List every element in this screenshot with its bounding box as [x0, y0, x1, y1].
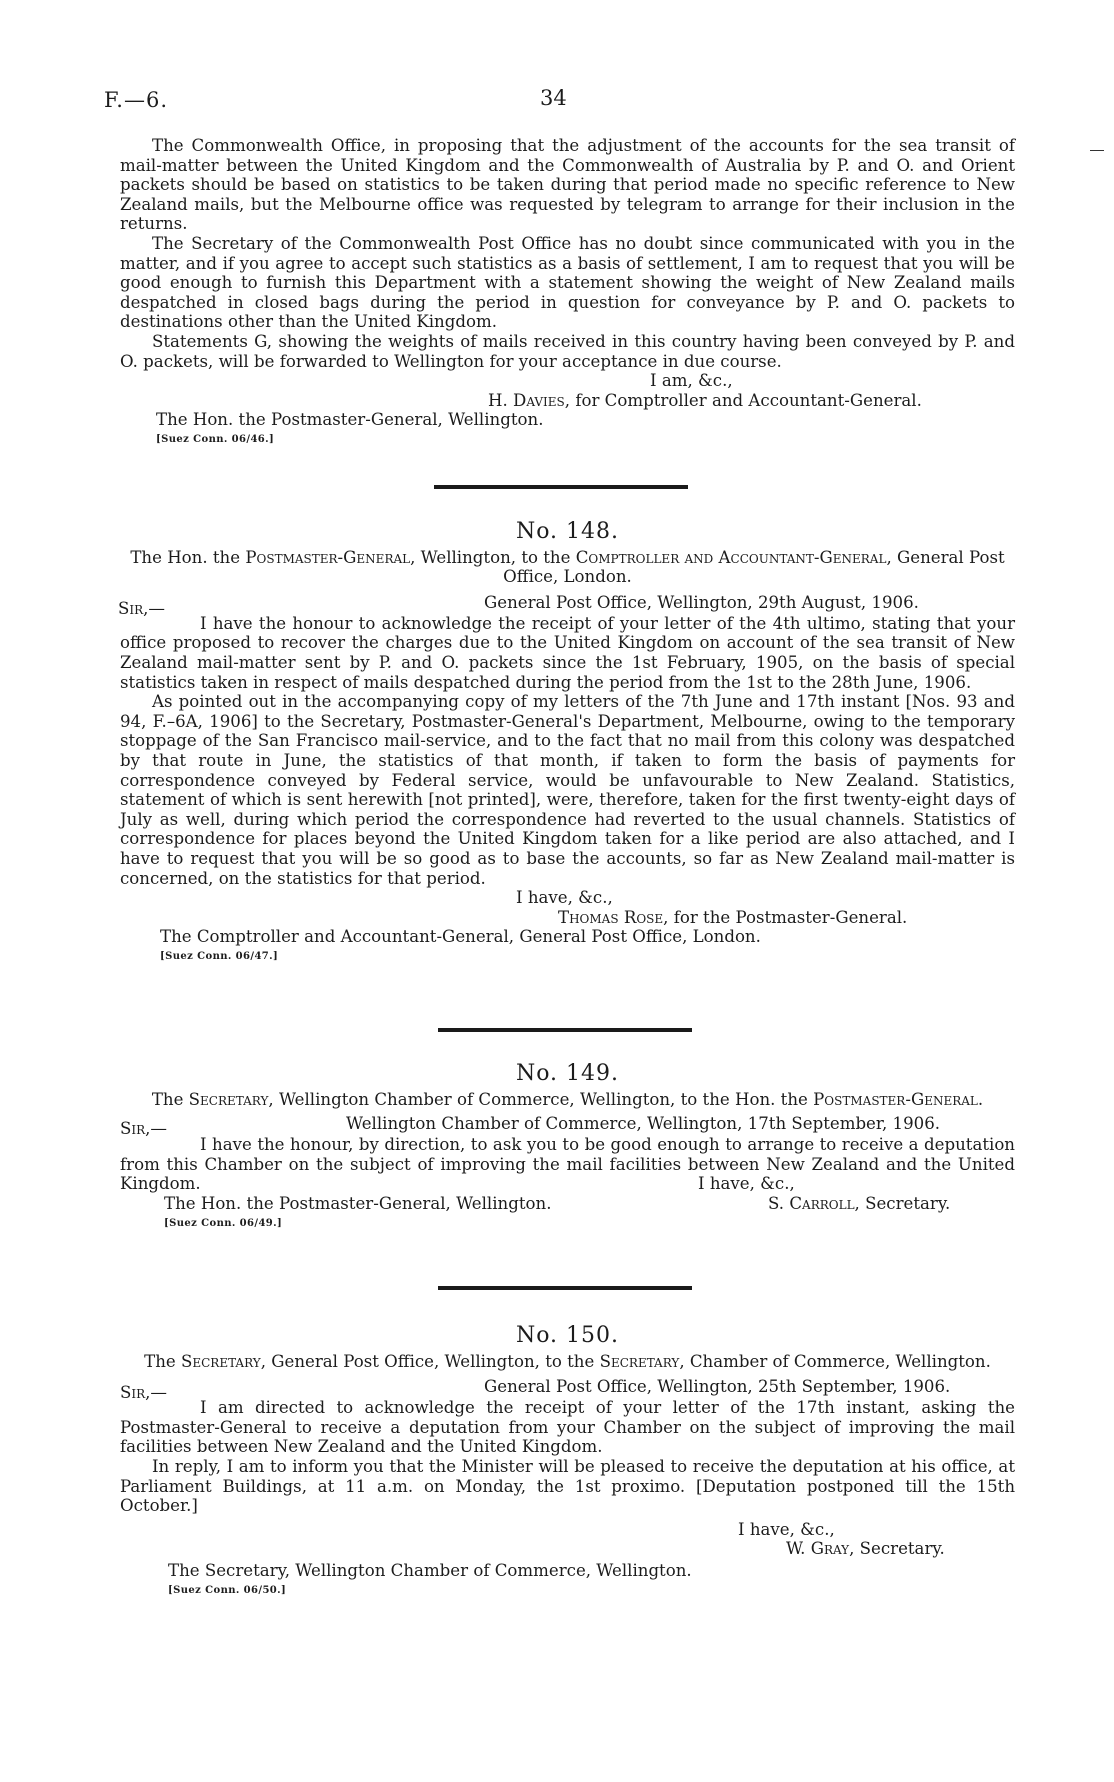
signature	[120, 391, 1015, 411]
signature-role: , Secretary.	[854, 1193, 951, 1213]
salutation-row	[118, 592, 1015, 618]
heading-sender: Secretary	[180, 1351, 261, 1371]
letter-number: No. 149.	[515, 1061, 620, 1086]
signature	[768, 1194, 950, 1214]
paper-reference: F.—6.	[104, 88, 169, 112]
signature-role: , for the Postmaster-General.	[663, 907, 908, 927]
letter-heading	[120, 1090, 1015, 1110]
heading-text: The	[144, 1351, 176, 1371]
heading-recipient: Postmaster-General	[813, 1089, 978, 1109]
signature	[120, 908, 1015, 928]
letter-148	[118, 519, 1015, 966]
page-number: 34	[540, 86, 567, 110]
paragraph: I am directed to acknowledge the receipt of your letter of the 17th instant, asking the Postmaster-General to receive a deputation from your Chamber on the subject of improving the mail facilities between New Zealand and the United Kingdom.	[120, 1398, 1015, 1457]
heading-text: , Wellington, to the	[410, 547, 571, 567]
letter-number: No. 148.	[515, 519, 620, 544]
heading-sender: Secretary	[188, 1089, 269, 1109]
closing: I have, &c.,	[738, 1519, 835, 1539]
salutation: Sir,—	[118, 598, 166, 618]
paragraph: As pointed out in the accompanying copy of my letters of the 7th June and 17th instant [Nos. 93 and 94, F.–6A, 1906] to the Secretary, Postmaster-General's Department, Melbourne, owing to the temporary stoppage of the San Francisco mail-service, and to the fact that no mail from this colony was despatched by that route in June, the statistics of that month, if taken to form the basis of payments for correspondence conveyed by Federal service, would be unfavourable to New Zealand. Statistics, statement of which is sent herewith [not printed], were, therefore, taken for the first twenty-eight days of July as well, during which period the correspondence had reverted to the usual channels. Statistics of correspondence for places beyond the United Kingdom taken for a like period are also attached, and I have to request that you will be so good as to base the accounts, so far as New Zealand mail-matter is concerned, on the statistics for that period.	[120, 692, 1015, 888]
paragraph: I have the honour to acknowledge the receipt of your letter of the 4th ultimo, stating that your office proposed to recover the charges due to the United Kingdom on account of the sea transit of New Zealand mail-matter sent by P. and O. packets since the 1st February, 1905, on the basis of special statistics taken in respect of mails despatched during the period from the 1st to the 28th June, 1906.	[120, 613, 1015, 692]
signature-role: , for Comptroller and Accountant-General.	[564, 390, 922, 410]
paragraph: Statements G, showing the weights of mails received in this country having been conveyed by P. and O. packets, will be forwarded to Wellington for your acceptance in due course.	[120, 331, 1015, 371]
signature-name: H. Davies	[488, 390, 565, 410]
file-reference: [Suez Conn. 06/50.]	[168, 1584, 287, 1596]
addressee: The Hon. the Postmaster-General, Wellington.	[164, 1193, 552, 1213]
heading-text: , Wellington Chamber of Commerce, Wellington, to the Hon. the	[268, 1089, 808, 1109]
salutation-row	[120, 1377, 1015, 1403]
closing: I have, &c.,	[516, 888, 613, 908]
heading-text: , General Post Office, Wellington, to the	[260, 1351, 595, 1371]
paragraph: The Secretary of the Commonwealth Post Office has no doubt since communicated with you in the matter, and if you agree to accept such statistics as a basis of settlement, I am to request that you will be good enough to furnish this Department with a statement showing the weight of New Zealand mails despatched in closed bags during the period in question for conveyance by P. and O. packets to destinations other than the United Kingdom.	[120, 233, 1015, 332]
heading-sender: Postmaster-General	[245, 547, 411, 567]
letter-149	[120, 1061, 1015, 1233]
signature	[120, 1539, 1015, 1559]
section-divider	[434, 485, 688, 489]
heading-text: The Hon. the	[130, 547, 241, 567]
date-line: Wellington Chamber of Commerce, Wellington, 17th September, 1906.	[346, 1114, 941, 1134]
heading-text: .	[977, 1089, 984, 1109]
addressee: The Hon. the Postmaster-General, Wellington.	[156, 410, 544, 430]
letter-heading	[120, 1352, 1015, 1372]
letter-continuation	[120, 136, 1015, 450]
heading-text: , Chamber of Commerce, Wellington.	[679, 1351, 991, 1371]
signature-name: S. Carroll	[768, 1193, 855, 1213]
margin-mark	[1090, 150, 1104, 151]
salutation: Sir,—	[120, 1383, 168, 1403]
heading-text: The	[151, 1089, 184, 1109]
signature-name: Thomas Rose	[558, 907, 664, 927]
addressee-signature-row	[120, 1194, 1015, 1214]
file-reference: [Suez Conn. 06/46.]	[156, 433, 275, 445]
paragraph: In reply, I am to inform you that the Minister will be pleased to receive the deputation at his office, at Parliament Buildings, at 11 a.m. on Monday, the 1st proximo. [Deputation postponed till the 15th October.]	[120, 1456, 1015, 1516]
signature-role: , Secretary.	[849, 1539, 945, 1559]
date-line: General Post Office, Wellington, 29th August, 1906.	[484, 592, 919, 612]
salutation: Sir,—	[120, 1119, 168, 1139]
date-line: General Post Office, Wellington, 25th September, 1906.	[484, 1377, 951, 1397]
section-divider	[438, 1286, 692, 1290]
heading-text: , General Post Office, London.	[503, 547, 1005, 587]
addressee: The Secretary, Wellington Chamber of Commerce, Wellington.	[168, 1560, 692, 1580]
letter-150	[120, 1323, 1015, 1600]
paragraph: I have the honour, by direction, to ask you to be good enough to arrange to receive a deputation from this Chamber on the subject of improving the mail facilities between New Zealand and the United Kingdom.	[120, 1135, 1015, 1194]
letter-number: No. 150.	[515, 1323, 620, 1348]
file-reference: [Suez Conn. 06/49.]	[164, 1217, 283, 1229]
addressee: The Comptroller and Accountant-General, General Post Office, London.	[160, 927, 761, 947]
heading-recipient: Secretary	[599, 1351, 680, 1371]
closing: I have, &c.,	[698, 1173, 795, 1193]
file-reference: [Suez Conn. 06/47.]	[160, 950, 279, 962]
salutation-row	[120, 1114, 1015, 1139]
heading-recipient: Comptroller and Accountant-General	[575, 547, 887, 567]
section-divider	[438, 1028, 692, 1032]
letter-heading	[120, 548, 1015, 587]
signature-name: W. Gray	[786, 1539, 850, 1559]
paragraph: The Commonwealth Office, in proposing that the adjustment of the accounts for the sea transit of mail-matter between the United Kingdom and the Commonwealth of Australia by P. and O. and Orient packets should be based on statistics to be taken during that period made no specific reference to New Zealand mails, but the Melbourne office was requested by telegram to arrange for their inclusion in the returns.	[120, 136, 1015, 234]
closing: I am, &c.,	[650, 371, 733, 391]
